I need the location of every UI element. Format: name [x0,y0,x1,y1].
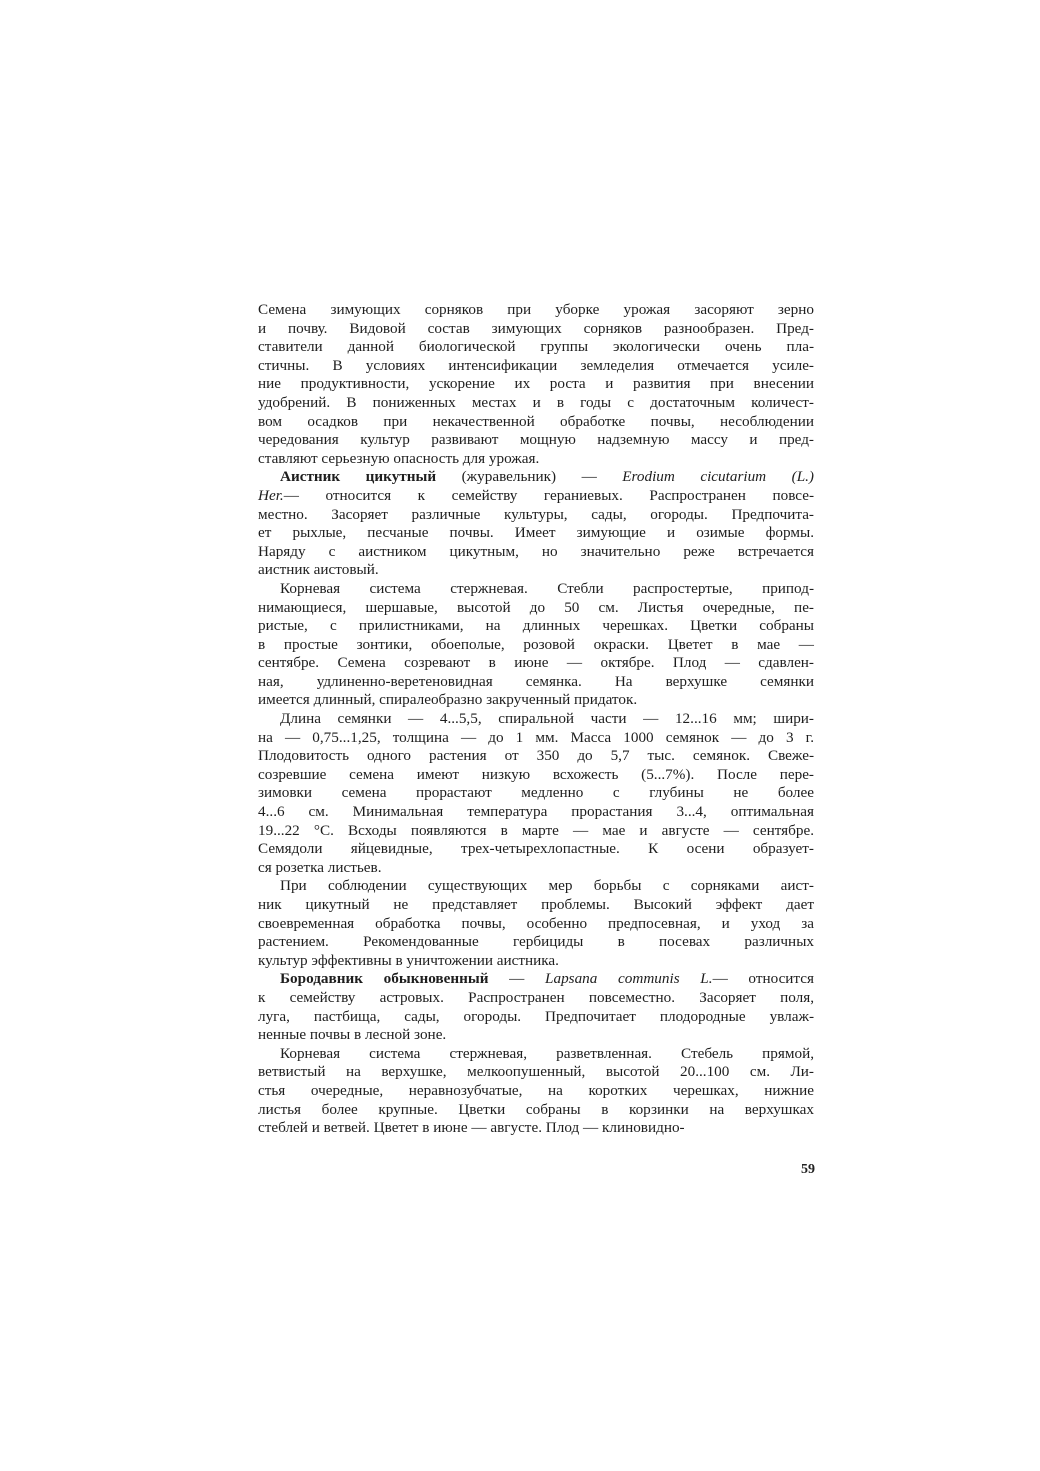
text-line: ненные почвы в лесной зоне. [258,1026,447,1044]
text-line: местно. Засоряет различные культуры, сады, огороды. Предпочита- [258,505,814,523]
text-line: созревшие семена имеют низкую всхожесть (5...7%). После пере- [258,765,814,783]
text-line: стья очередные, неравнозубчатые, на коротких черешках, нижние [258,1081,814,1099]
text-line: ветвистый на верхушке, мелкоопушенный, высотой 20...100 см. Ли- [258,1063,814,1081]
text-line: имеется длинный, спиралеобразно закрученный придаток. [258,691,638,709]
text-line: Плодовитость одного растения от 350 до 5,7 тыс. семянок. Свеже- [258,747,814,765]
text-line: Семядоли яйцевидные, трех-четырехлопастные. К осени образует- [258,840,814,858]
text-line: ристые, с прилистниками, на длинных черешках. Цветки собраны [258,617,814,635]
text-line: на — 0,75...1,25, толщина — до 1 мм. Масса 1000 семянок — до 3 г. [258,728,814,746]
text-line: растением. Рекомендованные гербициды в посевах различных [258,933,814,951]
paragraph [258,710,814,877]
text-line: Наряду с аистником цикутным, но значительно реже встречается [258,542,814,560]
text-line: аистник аистовый. [258,561,379,579]
text-line: ставители данной биологической группы экологически очень пла- [258,338,814,356]
text-line: культур эффективны в уничтожении аистника. [258,951,559,969]
text-line: нимающиеся, шершавые, высотой до 50 см. Листья очередные, пе- [258,598,814,616]
text-line: ная, удлиненно-веретеновидная семянка. На верхушке семянки [258,672,814,690]
text-line: к семейству астровых. Распространен повсеместно. Засоряет поля, [258,988,814,1006]
text-line: ет рыхлые, песчаные почвы. Имеет зимующие и озимые формы. [258,524,814,542]
paragraph [258,1045,814,1138]
text-line: стеблей и ветвей. Цветет в июне — августе. Плод — клиновидно- [258,1119,685,1137]
latin-author: Her. [258,486,284,504]
text-line: листья более крупные. Цветки собраны в корзинки на верхушках [258,1100,814,1118]
term-connector: — [488,970,546,988]
paragraph [258,301,814,468]
text-line: Семена зимующих сорняков при уборке урожая засоряют зерно [258,301,814,318]
text-line: Бородавник обыкновенный — Lapsana communis L.— относится [280,970,814,988]
text-line: ставляют серьезную опасность для урожая. [258,449,540,467]
text-line: Корневая система стержневая. Стебли распростертые, припод- [280,579,814,597]
text-line: Длина семянки — 4...5,5, спиральной части — 12...16 мм; шири- [280,710,814,728]
paragraph [258,468,814,580]
text-line: 4...6 см. Минимальная температура прорастания 3...4, оптимальная [258,803,814,821]
text-line: сентябре. Семена созревают в июне — октябре. Плод — сдавлен- [258,654,814,672]
paragraph [258,877,814,970]
species-term: Бородавник обыкновенный [280,970,489,988]
text-line [258,468,814,487]
term-connector: (журавельник) — [436,468,623,486]
page-number: 59 [801,1162,815,1177]
text-line: Her.— относится к семейству гераниевых. Распространен повсе- [258,486,814,504]
text-line: ние продуктивности, ускорение их роста и развития при внесении [258,375,814,393]
text-line: удобрений. В пониженных местах и в годы с достаточным количест- [258,393,814,411]
latin-name: Lapsana communis L. [545,970,713,988]
text-line: стичны. В условиях интенсификации земледелия отмечается усиле- [258,356,814,374]
text-line: 19...22 °С. Всходы появляются в марте — мае и августе — сентябре. [258,821,814,839]
text-line: Корневая система стержневая, разветвленная. Стебель прямой, [280,1044,814,1062]
text-line: в простые зонтики, обоеполые, розовой окраски. Цветет в мае — [258,635,814,653]
text-line: луга, пастбища, сады, огороды. Предпочитает плодородные увлаж- [258,1007,814,1025]
text-line: ся розетка листьев. [258,858,382,876]
paragraph [258,580,814,710]
page-body [258,301,814,1138]
latin-name: Erodium cicutarium (L.) [622,468,814,486]
text-line: При соблюдении существующих мер борьбы с сорняками аист- [280,877,814,895]
text-line: и почву. Видовой состав зимующих сорняков разнообразен. Пред- [258,319,814,337]
text-line: своевременная обработка почвы, особенно предпосевная, и уход за [258,914,814,932]
text-line: зимовки семена прорастают медленно с глубины не более [258,784,814,802]
paragraph [258,970,814,1044]
text-line: чередования культур развивают мощную надземную массу и пред- [258,431,814,449]
text-line: ник цикутный не представляет проблемы. Высокий эффект дает [258,896,814,913]
species-term: Аистник цикутный [280,468,437,486]
text-line: вом осадков при некачественной обработке почвы, несоблюдении [258,412,814,430]
